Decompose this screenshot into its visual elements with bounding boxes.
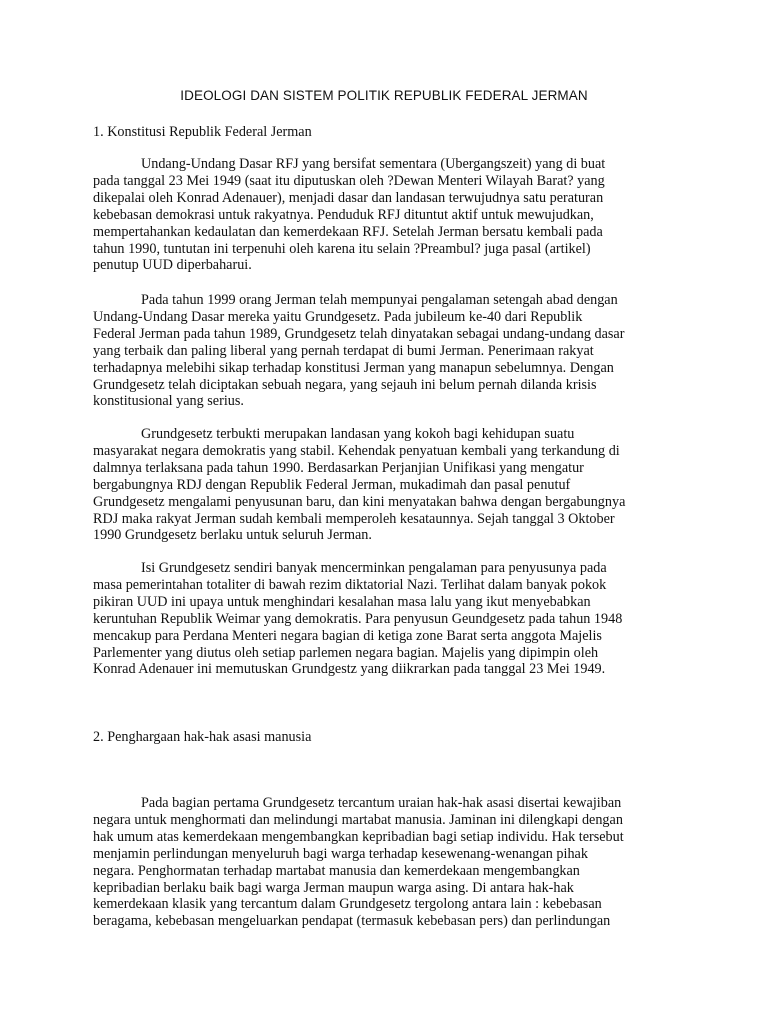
paragraph-line: konstitusional yang serius. <box>93 393 244 410</box>
paragraph-line: penutup UUD diperbaharui. <box>93 257 252 274</box>
paragraph-line: Grundgesetz terbukti merupakan landasan yang kokoh bagi kehidupan suatu <box>141 426 575 442</box>
paragraph-line: RDJ maka rakyat Jerman sudah kembali memperoleh kesataunnya. Sejah tanggal 3 Oktober <box>93 510 615 527</box>
paragraph-line: bergabungnya RDJ dengan Republik Federal Jerman, mukadimah dan pasal penutuf <box>93 476 571 493</box>
paragraph-line: mempertahankan kedaulatan dan kemerdekaan RFJ. Setelah Jerman bersatu kembali pada <box>93 223 603 240</box>
paragraph-line: dalmnya terlaksana pada tahun 1990. Berdasarkan Perjanjian Unifikasi yang mengatur <box>93 459 584 476</box>
paragraph-line: mencakup para Perdana Menteri negara bagian di ketiga zone Barat serta anggota Majelis <box>93 627 602 644</box>
paragraph-line: Undang-Undang Dasar mereka yaitu Grundgesetz. Pada jubileum ke-40 dari Republik <box>93 308 583 325</box>
paragraph-line: tahun 1990, tuntutan ini terpenuhi oleh karena itu selain ?Preambul? juga pasal (artikel) <box>93 240 591 257</box>
paragraph-1-4 <box>93 560 683 678</box>
paragraph-line: Konrad Adenauer ini memutuskan Grundgestz yang diikrarkan pada tanggal 23 Mei 1949. <box>93 661 606 678</box>
paragraph-line: kepribadian berlaku baik bagi warga Jerman maupun warga asing. Di antara hak-hak <box>93 879 574 896</box>
paragraph-line: kemerdekaan klasik yang tercantum dalam Grundgesetz tergolong antara lain : kebebasan <box>93 896 602 913</box>
paragraph-line: Pada bagian pertama Grundgesetz tercantum uraian hak-hak asasi disertai kewajiban <box>141 795 622 811</box>
paragraph-line: masyarakat negara demokratis yang stabil. Kehendak penyatuan kembali yang terkandung di <box>93 442 620 459</box>
paragraph-line: pikiran UUD ini upaya untuk menghindari kesalahan masa lalu yang ikut menyebabkan <box>93 593 591 610</box>
paragraph-line: Federal Jerman pada tahun 1989, Grundgesetz telah dinyatakan sebagai undang-undang dasar <box>93 325 625 342</box>
paragraph-line: keruntuhan Republik Weimar yang demokratis. Para penyusun Geundgesetz pada tahun 1948 <box>93 610 623 627</box>
paragraph-line: Parlementer yang diutus oleh setiap parlemen negara bagian. Majelis yang dipimpin oleh <box>93 644 599 661</box>
paragraph-line: Grundgesetz telah diciptakan sebuah negara, yang sejauh ini belum pernah dilanda krisis <box>93 376 597 393</box>
document-title: IDEOLOGI DAN SISTEM POLITIK REPUBLIK FEDERAL JERMAN <box>180 88 588 103</box>
paragraph-line: Undang-Undang Dasar RFJ yang bersifat sementara (Ubergangszeit) yang di buat <box>141 156 606 172</box>
paragraph-1-2 <box>93 292 683 410</box>
paragraph-line: menjamin perlindungan menyeluruh bagi warga terhadap kesewenang-wenangan pihak <box>93 845 588 862</box>
paragraph-line: beragama, kebebasan mengeluarkan pendapat (termasuk kebebasan pers) dan perlindungan <box>93 913 611 930</box>
paragraph-line: dikepalai oleh Konrad Adenauer), menjadi dasar dan landasan terwujudnya satu peraturan <box>93 189 604 206</box>
section-heading-1: 1. Konstitusi Republik Federal Jerman <box>93 124 312 140</box>
paragraph-line: negara. Penghormatan terhadap martabat manusia dan kemerdekaan mengembangkan <box>93 862 580 879</box>
paragraph-line: Pada tahun 1999 orang Jerman telah mempunyai pengalaman setengah abad dengan <box>141 292 618 308</box>
paragraph-line: Isi Grundgesetz sendiri banyak mencerminkan pengalaman para penyusunya pada <box>141 560 607 576</box>
paragraph-1-3 <box>93 426 683 544</box>
paragraph-line: hak umum atas kemerdekaan mengembangkan kepribadian bagi setiap individu. Hak tersebut <box>93 828 624 845</box>
paragraph-line: masa pemerintahan totaliter di bawah rezim diktatorial Nazi. Terlihat dalam banyak pokok <box>93 576 607 593</box>
paragraph-line: pada tanggal 23 Mei 1949 (saat itu diputuskan oleh ?Dewan Menteri Wilayah Barat? yang <box>93 172 605 189</box>
paragraph-line: yang terbaik dan paling liberal yang pernah terdapat di bumi Jerman. Penerimaan rakyat <box>93 342 594 359</box>
paragraph-line: 1990 Grundgesetz berlaku untuk seluruh Jerman. <box>93 527 372 544</box>
paragraph-line: terhadapnya melebihi sikap terhadap konstitusi Jerman yang manapun sebelumnya. Dengan <box>93 359 614 376</box>
paragraph-1-1 <box>93 156 683 274</box>
paragraph-line: negara untuk menghormati dan melindungi martabat manusia. Jaminan ini dilengkapi dengan <box>93 811 623 828</box>
section-heading-2: 2. Penghargaan hak-hak asasi manusia <box>93 729 312 745</box>
paragraph-2-1 <box>93 795 683 930</box>
paragraph-line: kebebasan demokrasi untuk rakyatnya. Penduduk RFJ dituntut aktif untuk mewujudkan, <box>93 206 594 223</box>
paragraph-line: Grundgesetz mengalami penyusunan baru, dan kini menyatakan bahwa dengan bergabungnya <box>93 493 626 510</box>
